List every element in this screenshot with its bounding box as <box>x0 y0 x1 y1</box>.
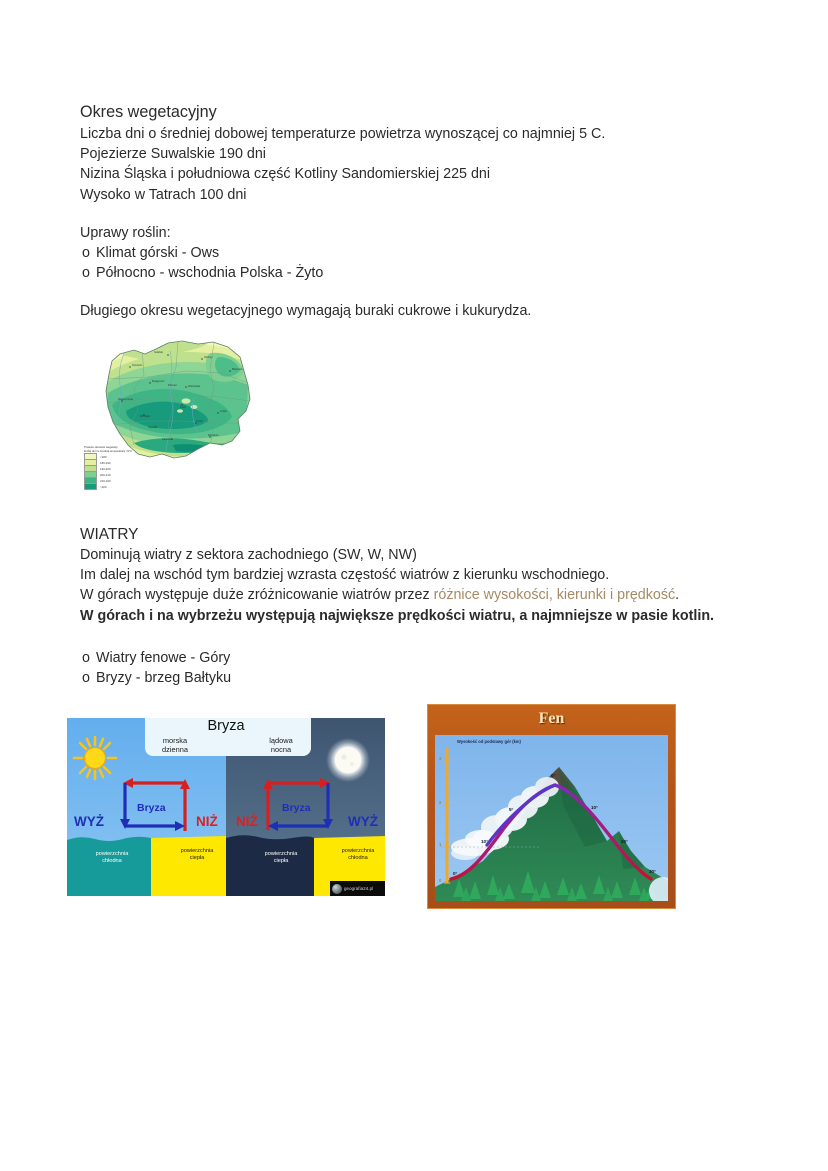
bullet-glyph: o <box>82 670 90 687</box>
condensation-line-2: kondensacji <box>543 847 571 852</box>
vegetation-line-3: Nizina Śląska i południowa część Kotliny Sandomierskiej 225 dni <box>80 166 491 183</box>
vegetation-line-4: Wysoko w Tatrach 100 dni <box>80 186 247 203</box>
list-item <box>80 648 760 668</box>
pressure-label-low-left: NIŻ <box>196 814 218 829</box>
svg-text:Wrocław: Wrocław <box>140 415 150 418</box>
svg-text:Katowice: Katowice <box>162 438 173 441</box>
bryza-subtitle-left <box>151 736 199 755</box>
globe-icon <box>332 884 342 894</box>
winds-mixed-tail: . <box>675 587 680 604</box>
page-title: Okres wegetacyjny <box>80 103 217 121</box>
winds-mixed-line <box>80 585 760 605</box>
svg-text:Kielce: Kielce <box>196 420 204 423</box>
fen-tick-0: 0 <box>439 878 442 883</box>
svg-text:Lublin: Lublin <box>220 410 227 413</box>
list-item-label: Północno - wschodnia Polska - Żyto <box>96 265 324 282</box>
winds-heading: WIATRY <box>80 526 139 543</box>
legend-label: 200-210 <box>100 472 111 477</box>
winds-bold-line: W górach i na wybrzeżu występują największe prędkości wiatru, a najmniejsze w pasie kotlin. <box>80 607 715 624</box>
notes-content <box>80 101 760 322</box>
surface-line-2: ciepła <box>189 855 205 862</box>
surface-line-1: powierzchnia <box>341 848 375 854</box>
breeze-flow-label-right: Bryza <box>282 802 311 814</box>
legend-label: 210-220 <box>100 478 111 483</box>
fen-temp-right-high: 10° <box>591 805 598 810</box>
map-legend-title: Trwanie okresów wegetacji <box>84 445 118 449</box>
fen-temp-right-base: 30° <box>649 869 656 874</box>
surface-label-warm-left <box>171 848 223 862</box>
svg-text:Gdańsk: Gdańsk <box>154 351 163 354</box>
svg-text:Szczecin: Szczecin <box>132 364 143 367</box>
svg-text:Białystok: Białystok <box>232 368 243 371</box>
surface-label-cool-left <box>79 851 145 865</box>
legend-swatch <box>84 483 97 490</box>
surface-line-2: ciepła <box>273 858 289 865</box>
list-item-label: Wiatry fenowe - Góry <box>96 649 231 666</box>
breeze-flow-label-left: Bryza <box>137 802 166 814</box>
list-item <box>80 263 760 283</box>
surface-label-warm-right <box>248 851 314 865</box>
surface-label-cool-right <box>332 848 384 862</box>
svg-text:Olsztyn: Olsztyn <box>204 356 213 359</box>
list-item <box>80 243 760 263</box>
fen-condensation-label <box>529 841 585 853</box>
legend-label: <180 <box>100 454 107 459</box>
winds-mixed-plain: W górach występuje duże zróżnicowanie wiatrów przez <box>80 587 434 604</box>
watermark-label: geografia24.pl <box>344 886 374 891</box>
bullet-glyph: o <box>82 265 90 282</box>
crops-label: Uprawy roślin: <box>80 224 171 241</box>
legend-label: 190-200 <box>100 466 111 471</box>
poland-vegetation-map <box>82 327 272 502</box>
pressure-label-high-right: WYŻ <box>348 814 378 829</box>
fen-temp-peak: 0° <box>551 773 556 778</box>
svg-text:Zielona Góra: Zielona Góra <box>118 398 133 401</box>
svg-text:Bydgoszcz: Bydgoszcz <box>152 380 165 383</box>
winds-line-1: Dominują wiatry z sektora zachodniego (SW, W, NW) <box>80 547 417 563</box>
surface-line-1: powierzchnia <box>264 851 298 857</box>
winds-content <box>80 524 760 688</box>
svg-text:Poznań: Poznań <box>168 384 177 387</box>
moon-icon <box>326 738 370 782</box>
surface-line-2: chłodna <box>348 855 368 862</box>
bryza-title: Bryza <box>207 718 245 734</box>
condensation-line-1: poziom <box>548 841 566 846</box>
svg-text:Warszawa: Warszawa <box>188 385 201 388</box>
fen-inner-panel <box>435 735 668 901</box>
surface-line-1: powierzchnia <box>180 848 214 854</box>
fen-temp-condensation-left: 10° <box>481 839 488 844</box>
map-legend <box>84 445 156 489</box>
fen-temp-base-left: 0° <box>453 871 458 876</box>
fen-tick-3: 3 <box>439 756 442 761</box>
watermark <box>330 881 385 896</box>
sun-icon <box>74 737 116 779</box>
svg-text:Opole: Opole <box>148 426 155 429</box>
fen-temp-mid-left: 5° <box>509 807 514 812</box>
subtitle-line-1: morska <box>162 736 188 745</box>
fen-svg <box>435 735 668 901</box>
fen-title: Fen <box>538 710 565 727</box>
svg-text:Rzeszów: Rzeszów <box>208 434 219 437</box>
list-item <box>80 668 760 688</box>
bryza-diagram <box>67 718 385 896</box>
fen-tick-2: 2 <box>439 800 442 805</box>
winds-mixed-accent: różnice wysokości, kierunki i prędkość <box>433 587 676 604</box>
fen-axis-label: Wysokość od podstawy gór (km) <box>457 739 521 744</box>
spacer <box>80 283 760 301</box>
fen-diagram <box>427 704 676 909</box>
fen-temp-right-mid: 20° <box>621 839 628 844</box>
svg-text:Łódź: Łódź <box>180 406 186 409</box>
subtitle-line-2: nocna <box>270 745 292 755</box>
subtitle-line-1: lądowa <box>269 736 293 745</box>
surface-line-2: chłodna <box>102 858 122 865</box>
legend-label: 180-190 <box>100 460 111 465</box>
bullet-glyph: o <box>82 649 90 666</box>
fen-tick-1: 1 <box>439 842 442 847</box>
legend-item <box>84 484 156 489</box>
vegetation-line-2: Pojezierze Suwalskie 190 dni <box>80 146 266 163</box>
list-item-label: Bryzy - brzeg Bałtyku <box>96 670 232 687</box>
vegetation-line-1: Liczba dni o średniej dobowej temperaturze powietrza wynoszącej co najmniej 5 C. <box>80 126 606 142</box>
subtitle-line-2: dzienna <box>162 745 188 755</box>
vegetation-closing: Długiego okresu wegetacyjnego wymagają buraki cukrowe i kukurydza. <box>80 303 532 320</box>
map-legend-subtitle: liczba dni ze średnią temperaturą >5°C <box>84 449 133 454</box>
spacer <box>80 626 760 648</box>
list-item-label: Klimat górski - Ows <box>96 245 220 262</box>
legend-label: >220 <box>100 484 107 489</box>
winds-line-2: Im dalej na wschód tym bardziej wzrasta częstość wiatrów z kierunku wschodniego. <box>80 567 610 584</box>
bullet-glyph: o <box>82 245 90 262</box>
pressure-label-low-right: NIŻ <box>236 814 258 829</box>
pressure-label-high-left: WYŻ <box>74 814 104 829</box>
spacer <box>80 205 760 223</box>
bryza-subtitle-right <box>257 736 305 755</box>
surface-line-1: powierzchnia <box>95 851 129 857</box>
